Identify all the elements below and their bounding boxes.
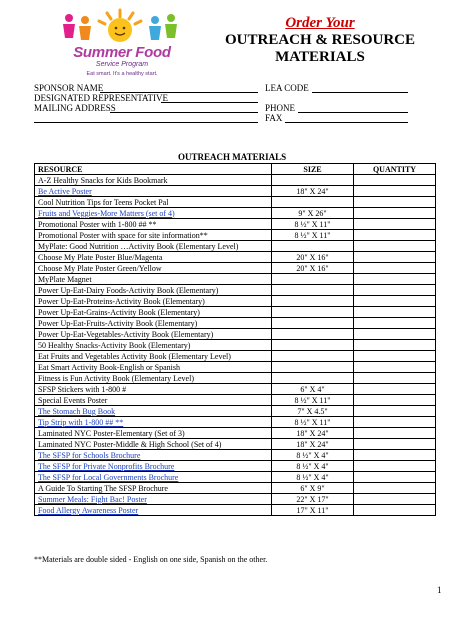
lea-code-label: LEA CODE [265,83,309,93]
resource-cell [35,263,272,274]
resource-cell [35,340,272,351]
size-cell [272,329,354,340]
size-cell: 8 ½" X 11" [272,230,354,241]
heading-line-1: OUTREACH & RESOURCE [224,32,416,48]
resource-link[interactable]: The SFSP for Local Governments Brochure [38,472,179,482]
quantity-input-cell[interactable] [354,208,436,219]
resource-cell[interactable] [35,472,272,483]
table-row [35,296,436,307]
resource-text: Eat Fruits and Vegetables Activity Book (Elementary Level) [38,351,231,361]
table-row [35,329,436,340]
resource-cell [35,329,272,340]
resource-text: Power Up-Eat-Proteins-Activity Book (Elementary) [38,296,205,306]
resource-link[interactable]: Summer Meals: Fight Bac! Poster [38,494,147,504]
resource-cell [35,483,272,494]
resource-text: Promotional Poster with space for site information** [38,230,208,240]
resource-link[interactable]: Tip Strip with 1-800 ## ** [38,417,124,427]
fax-label: FAX [265,113,283,123]
quantity-input-cell[interactable] [354,285,436,296]
quantity-input-cell[interactable] [354,329,436,340]
quantity-input-cell[interactable] [354,483,436,494]
resource-text: MyPlate: Good Nutrition …Activity Book (Elementary Level) [38,241,239,251]
resource-text: Eat Smart Activity Book-English or Spanish [38,362,180,372]
size-cell [272,362,354,373]
footnote: **Materials are double sided - English on one side, Spanish on the other. [34,555,268,564]
resource-link[interactable]: The SFSP for Schools Brochure [38,450,141,460]
quantity-input-cell[interactable] [354,230,436,241]
quantity-input-cell[interactable] [354,406,436,417]
resource-cell [35,296,272,307]
resource-text: Promotional Poster with 1-800 ## ** [38,219,157,229]
size-cell [272,318,354,329]
resource-text: Fitness is Fun Activity Book (Elementary Level) [38,373,194,383]
heading-order-your: Order Your [285,15,355,31]
resource-cell [35,252,272,263]
quantity-input-cell[interactable] [354,186,436,197]
quantity-input-cell[interactable] [354,219,436,230]
table-row [35,307,436,318]
resource-cell[interactable] [35,186,272,197]
resource-text: Power Up-Eat-Dairy Foods-Activity Book (Elementary) [38,285,219,295]
resource-cell [35,307,272,318]
table-row [35,230,436,241]
designated-rep-field[interactable] [161,102,258,103]
size-cell [272,307,354,318]
resource-text: Cool Nutrition Tips for Teens Pocket Pal [38,197,169,207]
size-cell [272,285,354,296]
size-cell: 8 ½" X 11" [272,417,354,428]
table-row [35,351,436,362]
sponsor-name-label: SPONSOR NAME [34,83,104,93]
table-row [35,384,436,395]
sun-kids-icon [55,8,185,48]
quantity-input-cell[interactable] [354,263,436,274]
table-row [35,208,436,219]
resource-text: Special Events Poster [38,395,108,405]
resource-cell[interactable] [35,461,272,472]
resource-cell[interactable] [35,494,272,505]
resource-cell [35,384,272,395]
resource-cell [35,373,272,384]
resource-cell[interactable] [35,406,272,417]
size-cell: 9" X 26" [272,208,354,219]
table-row [35,472,436,483]
resource-link[interactable]: Be Active Poster [38,186,92,196]
lea-code-field[interactable] [312,92,408,93]
table-row [35,318,436,329]
quantity-input-cell[interactable] [354,472,436,483]
resource-cell [35,241,272,252]
size-cell [272,175,354,186]
size-cell: 8 ½" X 4" [272,461,354,472]
quantity-input-cell[interactable] [354,417,436,428]
table-row [35,197,436,208]
size-cell [272,197,354,208]
table-row [35,373,436,384]
header-size: SIZE [272,164,354,175]
page-heading [220,14,420,66]
table-row [35,263,436,274]
header-quantity: QUANTITY [354,164,436,175]
size-cell: 8 ½" X 11" [272,395,354,406]
resource-cell[interactable] [35,417,272,428]
size-cell: 8 ½" X 11" [272,219,354,230]
table-row [35,417,436,428]
quantity-input-cell[interactable] [354,505,436,516]
size-cell: 7" X 4.5" [272,406,354,417]
table-row [35,494,436,505]
resource-cell[interactable] [35,208,272,219]
phone-field[interactable] [298,112,408,113]
size-cell: 17" X 11" [272,505,354,516]
table-row [35,505,436,516]
quantity-input-cell[interactable] [354,318,436,329]
quantity-input-cell[interactable] [354,395,436,406]
table-row [35,406,436,417]
resource-cell [35,230,272,241]
quantity-input-cell[interactable] [354,307,436,318]
mailing-address-field-2[interactable] [34,122,258,123]
table-row [35,285,436,296]
quantity-input-cell[interactable] [354,351,436,362]
table-row [35,252,436,263]
resource-cell [35,395,272,406]
resource-text: Power Up-Eat-Grains-Activity Book (Elementary) [38,307,200,317]
resource-cell [35,439,272,450]
quantity-input-cell[interactable] [354,450,436,461]
quantity-input-cell[interactable] [354,296,436,307]
table-row [35,439,436,450]
quantity-input-cell[interactable] [354,439,436,450]
resource-text: Laminated NYC Poster-Middle & High School (Set of 4) [38,439,222,449]
resource-cell [35,274,272,285]
size-cell: 8 ½" X 4" [272,450,354,461]
size-cell [272,373,354,384]
size-cell [272,351,354,362]
mailing-address-label: MAILING ADDRESS [34,103,116,113]
logo-tagline: Eat smart. It's a healthy start. [86,71,158,77]
quantity-input-cell[interactable] [354,373,436,384]
quantity-input-cell[interactable] [354,252,436,263]
resource-text: Power Up-Eat-Fruits-Activity Book (Elementary) [38,318,198,328]
table-row [35,450,436,461]
resource-text: A-Z Healthy Snacks for Kids Bookmark [38,175,168,185]
quantity-input-cell[interactable] [354,241,436,252]
size-cell [272,274,354,285]
resource-cell [35,219,272,230]
resource-text: Laminated NYC Poster-Elementary (Set of 3) [38,428,185,438]
mailing-address-field[interactable] [110,112,258,113]
fax-field[interactable] [285,122,408,123]
table-row [35,241,436,252]
header-resource: RESOURCE [35,164,272,175]
quantity-input-cell[interactable] [354,362,436,373]
quantity-input-cell[interactable] [354,340,436,351]
table-row [35,274,436,285]
size-cell: 20" X 16" [272,263,354,274]
resource-cell [35,197,272,208]
resource-cell [35,351,272,362]
quantity-input-cell[interactable] [354,494,436,505]
logo-subtitle: Service Program [95,61,149,68]
table-row [35,428,436,439]
size-cell: 18" X 24" [272,439,354,450]
table-row [35,340,436,351]
resource-link[interactable]: Food Allergy Awareness Poster [38,505,139,515]
table-row [35,219,436,230]
table-row [35,362,436,373]
size-cell [272,340,354,351]
size-cell: 6" X 9" [272,483,354,494]
resource-text: Power Up-Eat-Vegetables-Activity Book (Elementary) [38,329,214,339]
resource-cell[interactable] [35,450,272,461]
table-row [35,461,436,472]
logo-title: Summer Food [73,44,171,61]
resource-cell [35,175,272,186]
resource-text: A Guide To Starting The SFSP Brochure [38,483,168,493]
size-cell: 18" X 24" [272,428,354,439]
summer-food-logo [55,8,185,80]
resource-text: Choose My Plate Poster Green/Yellow [38,263,162,273]
resource-link[interactable]: Fruits and Veggies-More Matters (set of 4) [38,208,175,218]
quantity-input-cell[interactable] [354,175,436,186]
resource-text: SFSP Stickers with 1-800 # [38,384,127,394]
size-cell: 20" X 16" [272,252,354,263]
quantity-input-cell[interactable] [354,197,436,208]
resource-text: 50 Healthy Snacks-Activity Book (Elementary) [38,340,191,350]
quantity-input-cell[interactable] [354,274,436,285]
resource-cell[interactable] [35,505,272,516]
heading-line-2: MATERIALS [275,49,365,65]
quantity-input-cell[interactable] [354,461,436,472]
resource-cell [35,362,272,373]
table-row [35,186,436,197]
table-row [35,395,436,406]
resource-link[interactable]: The Stomach Bug Book [38,406,116,416]
resource-link[interactable]: The SFSP for Private Nonprofits Brochure [38,461,175,471]
phone-label: PHONE [265,103,296,113]
resource-cell [35,428,272,439]
table-row [35,175,436,186]
designated-rep-label: DESIGNATED REPRESENTATIVE [34,93,169,103]
quantity-input-cell[interactable] [354,428,436,439]
size-cell: 6" X 4" [272,384,354,395]
resource-cell [35,285,272,296]
table-row [35,483,436,494]
size-cell: 18" X 24" [272,186,354,197]
size-cell: 22" X 17" [272,494,354,505]
size-cell [272,241,354,252]
page-number: 1 [437,585,442,595]
resource-text: MyPlate Magnet [38,274,92,284]
quantity-input-cell[interactable] [354,384,436,395]
resource-text: Choose My Plate Poster Blue/Magenta [38,252,163,262]
size-cell [272,296,354,307]
resource-cell [35,318,272,329]
size-cell: 8 ½" X 4" [272,472,354,483]
materials-table [34,163,436,516]
table-header-row [35,164,436,175]
section-title: OUTREACH MATERIALS [178,152,287,162]
